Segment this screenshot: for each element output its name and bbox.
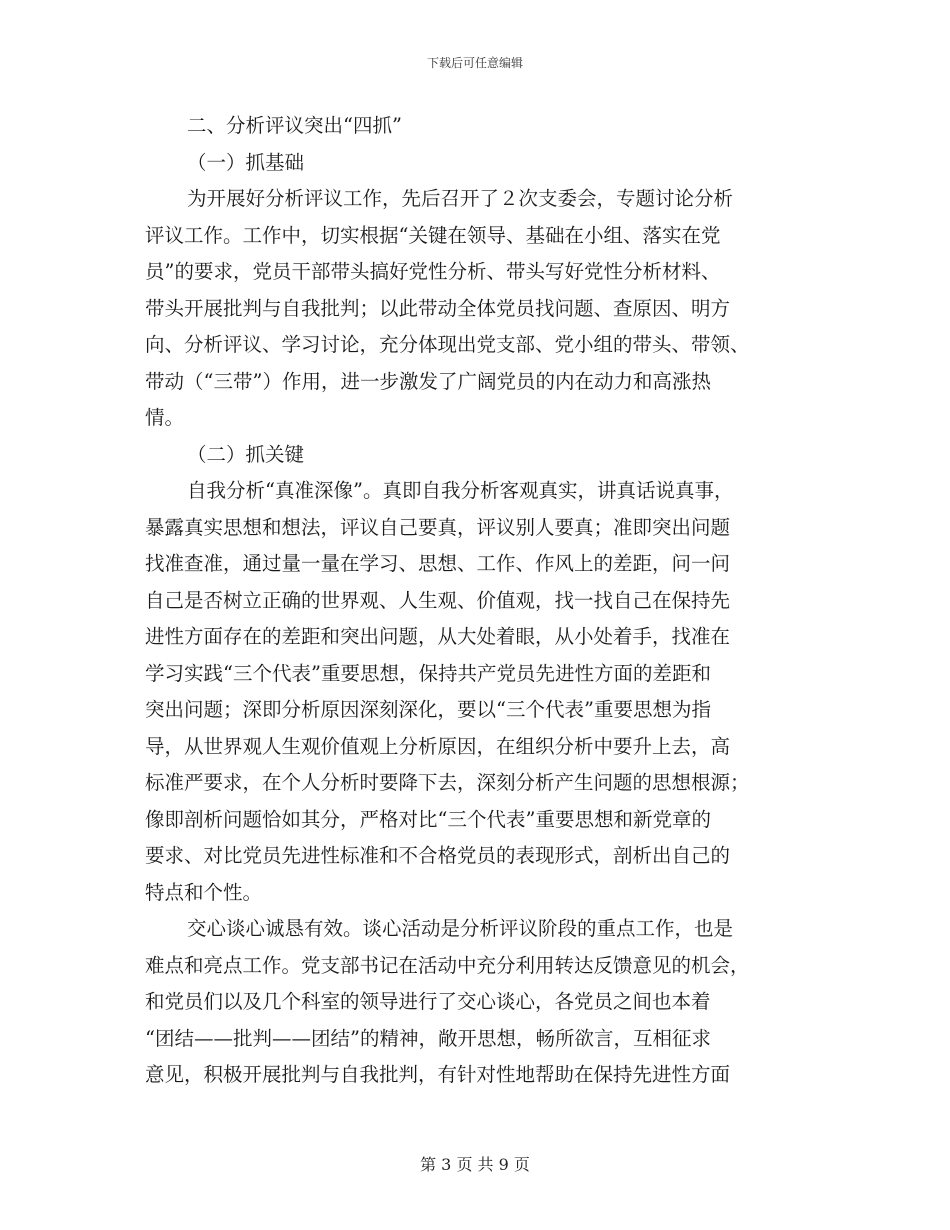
paragraph-line: 为开展好分析评议工作，先后召开了２次支委会，专题讨论分析 — [187, 187, 734, 210]
paragraph-line: 进性方面存在的差距和突出问题，从大处着眼，从小处着手，找准在 — [145, 625, 731, 648]
paragraph-line: 情。 — [145, 406, 185, 429]
paragraph-line: 暴露真实思想和想法，评议自己要真，评议别人要真；准即突出问题 — [145, 515, 731, 539]
subsection-title-key: （二）抓关键 — [187, 442, 305, 466]
paragraph-line: 自我分析“真准深像”。真即自我分析客观真实，讲真话说真事， — [187, 479, 734, 502]
paragraph-line: 特点和个性。 — [145, 880, 263, 904]
paragraph-line: 要求、对比党员先进性标准和不合格党员的表现形式，剖析出自己的 — [145, 844, 731, 867]
paragraph-line: 带动（“三带”）作用，进一步激发了广阔党员的内在动力和高涨热 — [145, 369, 711, 393]
document-body — [145, 108, 805, 1094]
subsection-title-foundation: （一）抓基础 — [187, 150, 305, 174]
paragraph-line: 意见，积极开展批判与自我批判，有针对性地帮助在保持先进性方面 — [145, 1063, 731, 1086]
paragraph-line: 向、分析评议、学习讨论，充分体现出党支部、党小组的带头、带领、 — [145, 333, 750, 356]
page-header: 下载后可任意编辑 — [426, 56, 523, 70]
paragraph-line: 交心谈心诚恳有效。谈心活动是分析评议阶段的重点工作，也是 — [187, 917, 734, 940]
paragraph-line: 突出问题；深即分析原因深刻深化，要以“三个代表”重要思想为指 — [145, 698, 711, 721]
paragraph-line: 像即剖析问题恰如其分，严格对比“三个代表”重要思想和新党章的 — [145, 807, 711, 831]
page-number-footer: 第 3 页 共 9 页 — [420, 1155, 530, 1174]
paragraph-line: 和党员们以及几个科室的领导进行了交心谈心，各党员之间也本着 — [145, 990, 711, 1013]
paragraph-line: 员”的要求，党员干部带头搞好党性分析、带头写好党性分析材料、 — [145, 260, 721, 283]
paragraph-line: 导，从世界观人生观价值观上分析原因，在组织分析中要升上去，高 — [145, 734, 731, 758]
paragraph-line: 自己是否树立正确的世界观、人生观、价值观，找一找自己在保持先 — [145, 588, 731, 612]
paragraph-line: 标准严要求，在个人分析时要降下去，深刻分析产生问题的思想根源； — [145, 771, 750, 794]
paragraph-line: 难点和亮点工作。党支部书记在活动中充分利用转达反馈意见的机会， — [145, 953, 750, 977]
paragraph-line: 找准查准，通过量一量在学习、思想、工作、作风上的差距，问一问 — [145, 552, 731, 575]
section-title: 二、分析评议突出“四抓” — [187, 114, 402, 137]
paragraph-line: 评议工作。工作中，切实根据“关键在领导、基础在小组、落实在党 — [145, 223, 721, 247]
paragraph-line: “团结——批判——团结”的精神，敞开思想，畅所欲言，互相征求 — [145, 1026, 711, 1050]
paragraph-line: 带头开展批判与自我批判；以此带动全体党员找问题、查原因、明方 — [145, 296, 731, 320]
paragraph-line: 学习实践“三个代表”重要思想，保持共产党员先进性方面的差距和 — [145, 661, 711, 685]
